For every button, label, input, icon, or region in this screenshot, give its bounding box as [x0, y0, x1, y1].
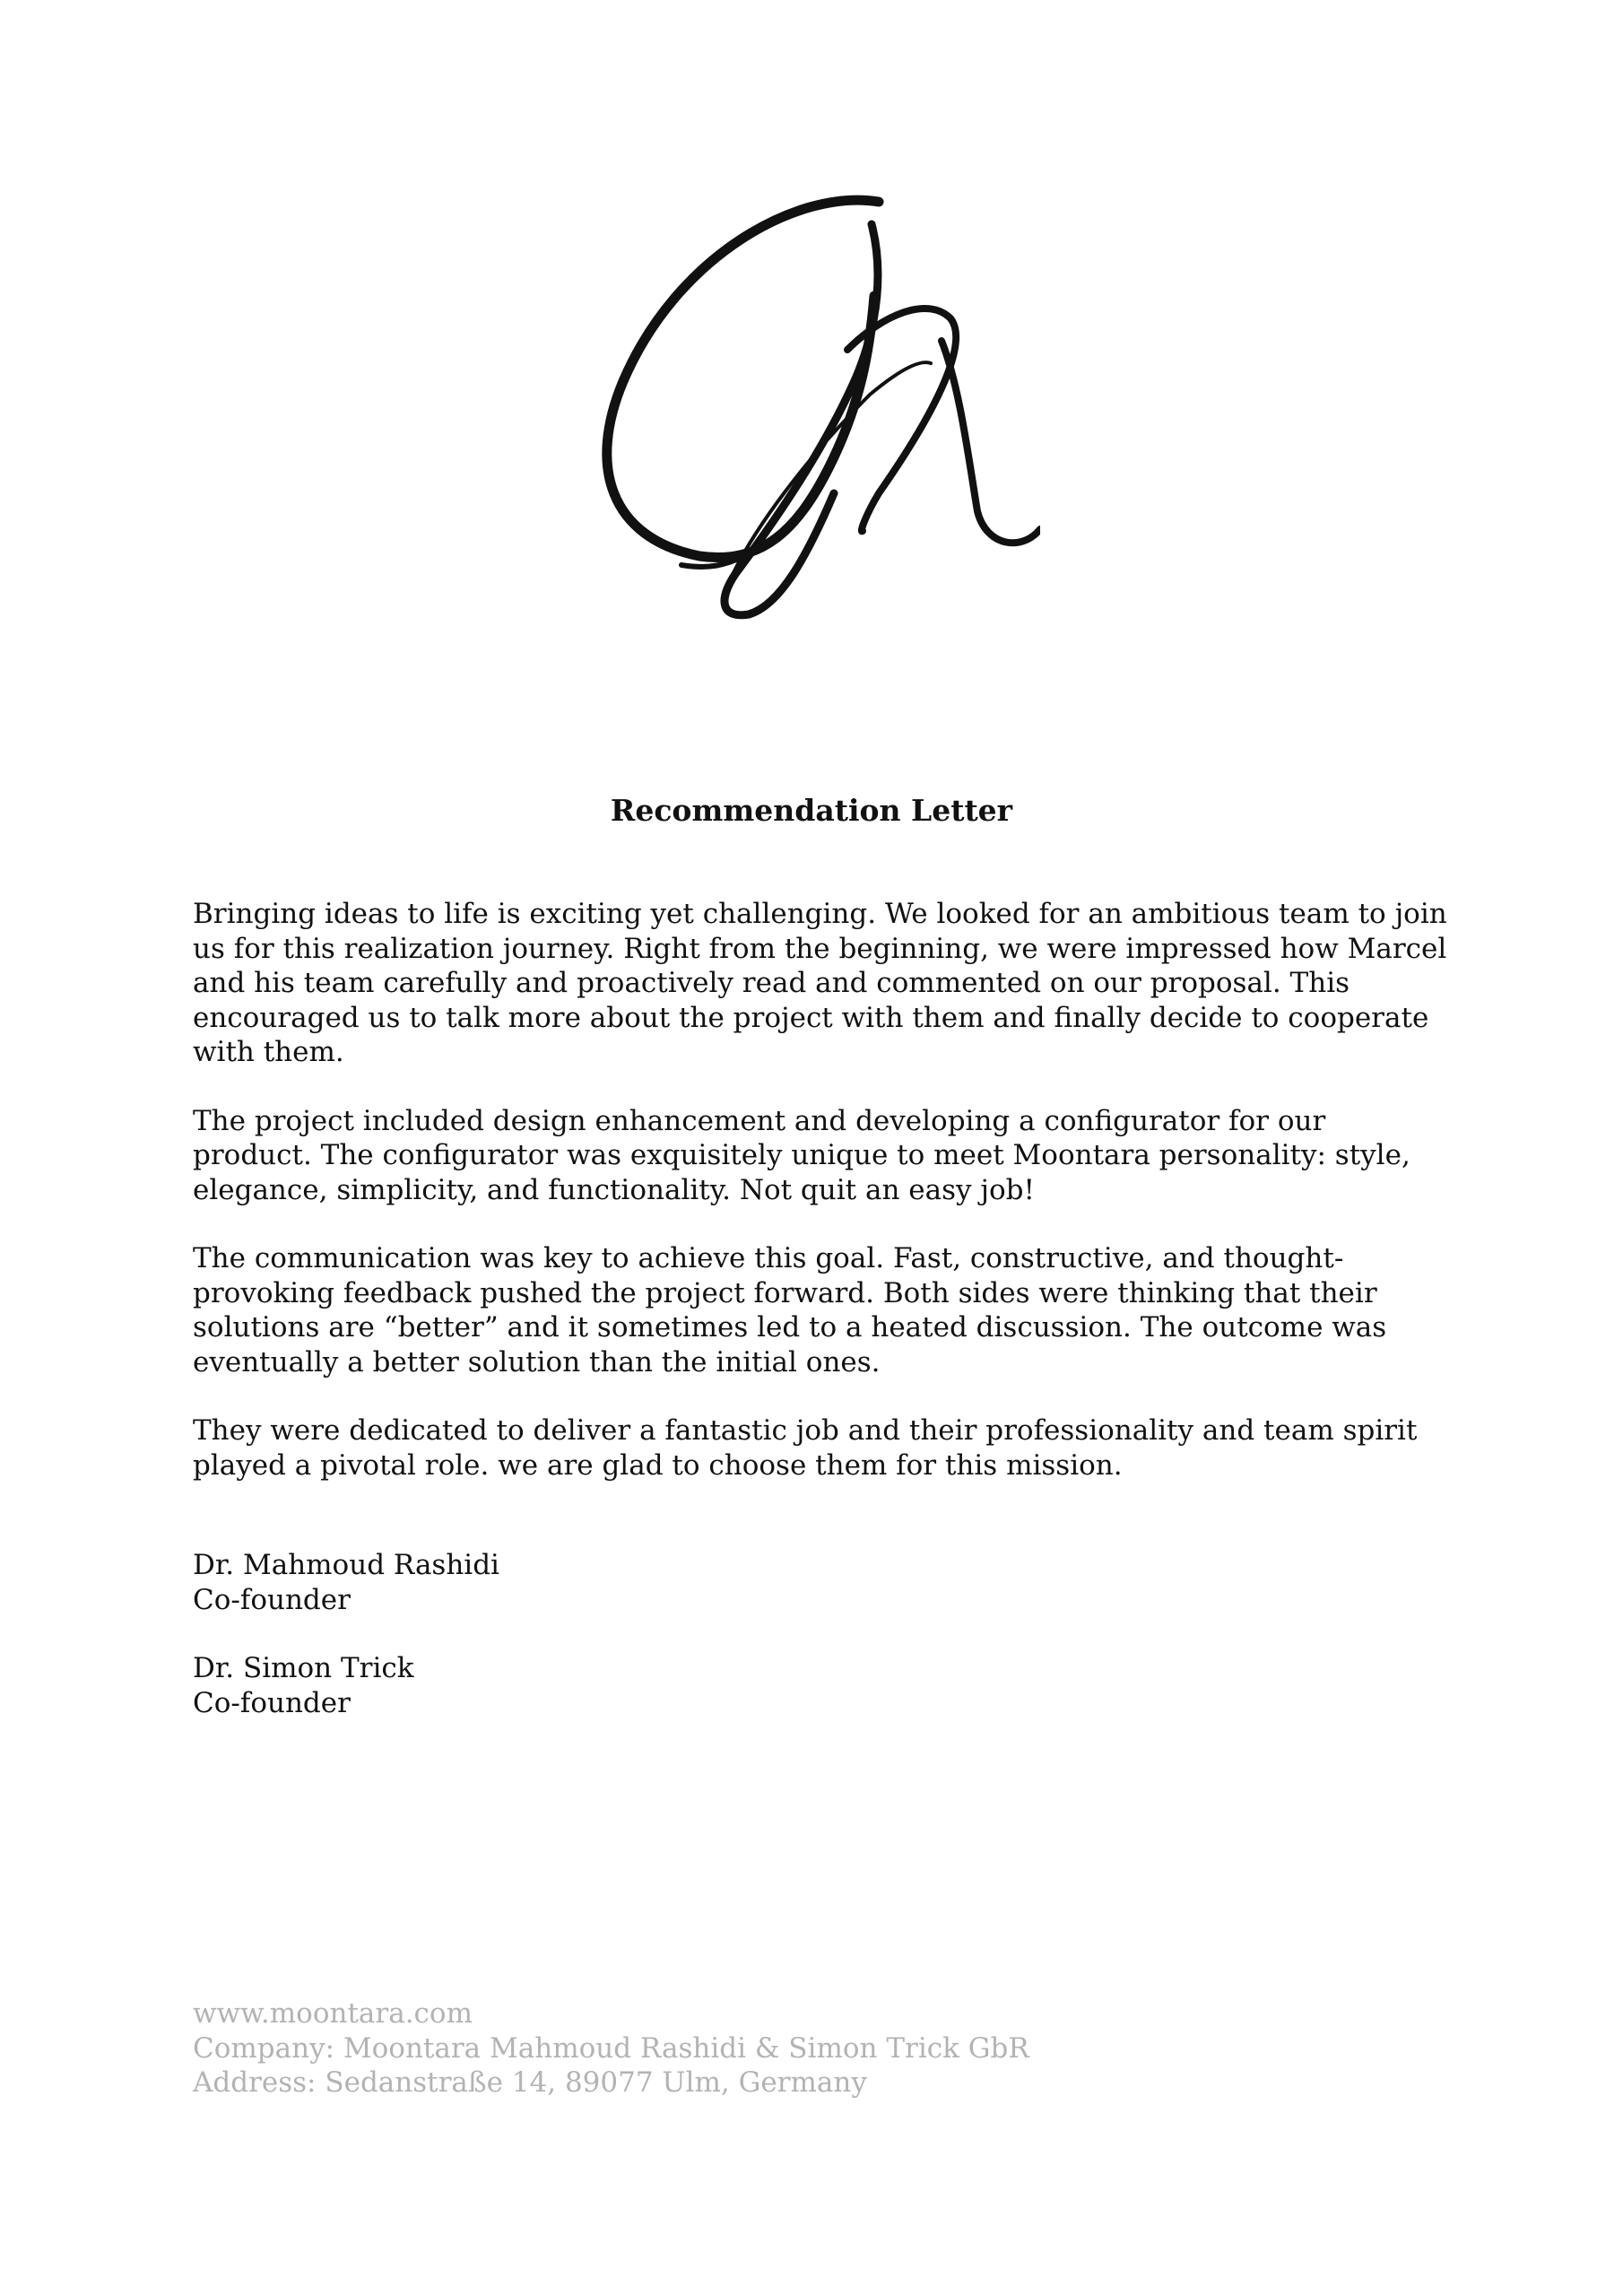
letter-paragraph: They were dedicated to deliver a fantastic job and their professionality and team spirit played a pivotal role. we are glad to choose them for this mission. — [193, 1414, 1418, 1482]
letter-paragraph: The project included design enhancement and developing a configurator for our product. The configurator was exquisitely unique to meet Moontara personality: style, elegance, simplicity, and functionality. Not quit an easy job! — [193, 1104, 1410, 1206]
letter-paragraph: The communication was key to achieve this goal. Fast, constructive, and thought-provoking feedback pushed the project forward. Both sides were thinking that their solutions are “better” and it sometimes led to a heated discussion. The outcome was eventually a better solution than the initial ones. — [193, 1242, 1387, 1378]
company-footer — [193, 1996, 1029, 2100]
letter-body — [193, 897, 1448, 1517]
footer-company: Company: Moontara Mahmoud Rashidi & Simon Trick GbR — [193, 2031, 1029, 2065]
signer-rashidi — [193, 1548, 499, 1617]
letter-title: Recommendation Letter — [610, 793, 1013, 828]
signer-name: Dr. Simon Trick — [193, 1652, 414, 1684]
signer-trick — [193, 1651, 499, 1720]
footer-website: www.moontara.com — [193, 1997, 473, 2030]
signer-role: Co-founder — [193, 1583, 351, 1616]
letter-paragraph: Bringing ideas to life is exciting yet challenging. We looked for an ambitious team to join us for this realization journey. Right from the beginning, we were impressed how Marcel and his team carefully and proactively read and commented on our proposal. This encouraged us to talk more about the project with them and finally decide to cooperate with them. — [193, 898, 1447, 1068]
signature-block — [193, 1548, 499, 1754]
moontara-monogram-icon — [574, 170, 1040, 637]
footer-address: Address: Sedanstraße 14, 89077 Ulm, Germany — [193, 2066, 867, 2099]
signer-name: Dr. Mahmoud Rashidi — [193, 1549, 499, 1581]
signer-role: Co-founder — [193, 1686, 351, 1719]
